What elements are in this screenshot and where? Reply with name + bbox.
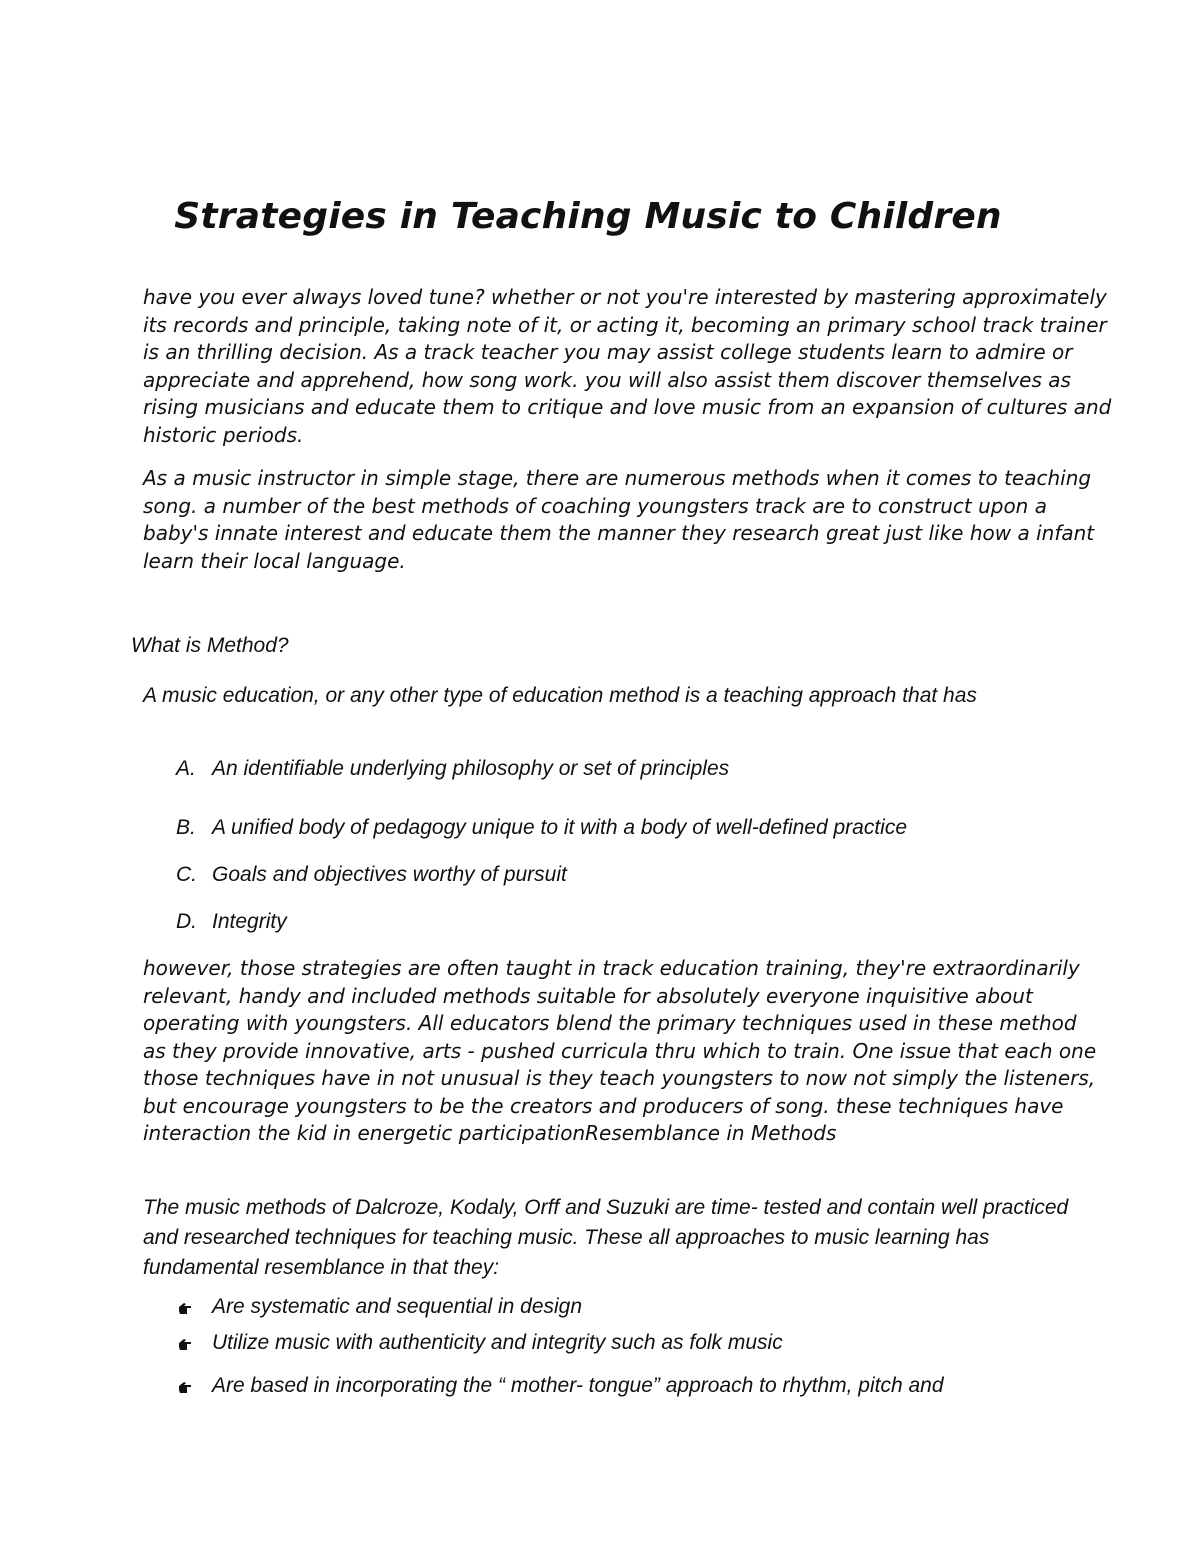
list-item-text: An identifiable underlying philosophy or set of principles (212, 757, 730, 780)
list-item-text: Integrity (212, 910, 287, 933)
section-heading: What is Method? (131, 634, 289, 657)
method-definition: A music education, or any other type of education method is a teaching approach that has (143, 684, 977, 707)
list-marker: C. (176, 863, 197, 886)
methods-paragraph: As a music instructor in simple stage, there are numerous methods when it comes to teaching song. a number of the best methods of coaching youngsters track are to construct upon a baby's innate interest and educate them the manner they research great just like how a infant learn their local language. (143, 466, 1095, 573)
intro-paragraph: have you ever always loved tune? whether or not you're interested by mastering approximately its records and principle, taking note of it, or acting it, becoming an primary school track trainer is an thrilling decision. As a track teacher you may assist college students learn to admire or appreciate and apprehend, how song work. you will also assist them discover themselves as rising musicians and educate them to critique and love music from an expansion of cultures and historic periods. (143, 285, 1112, 447)
list-item (176, 757, 729, 781)
resemblance-paragraph: The music methods of Dalcroze, Kodaly, Orff and Suzuki are time- tested and contain well practiced and researched techniques for teaching music. These all approaches to music learning has fundamental resemblance in that they: (143, 1196, 1069, 1279)
list-marker: D. (176, 910, 197, 933)
list-item (176, 816, 907, 840)
list-marker: B. (176, 816, 196, 839)
techniques-paragraph: however, those strategies are often taught in track education training, they're extraordinarily relevant, handy and included methods suitable for absolutely everyone inquisitive about operating with youngsters. All educators blend the primary techniques used in these method as they provide innovative, arts - pushed curricula thru which to train. One issue that each one those techniques have in not unusual is they teach youngsters to now not simply the listeners, but encourage youngsters to be the creators and producers of song. these techniques have interaction the kid in energetic participationResemblance in Methods (143, 956, 1097, 1145)
list-item-text: Goals and objectives worthy of pursuit (212, 863, 567, 886)
list-item (176, 863, 567, 887)
list-item-text: Are systematic and sequential in design (212, 1295, 583, 1318)
pointing-hand-icon (178, 1338, 192, 1351)
list-item-text: A unified body of pedagogy unique to it with a body of well-defined practice (212, 816, 908, 839)
list-item (176, 910, 287, 934)
list-item (178, 1295, 582, 1319)
pointing-hand-icon (178, 1381, 192, 1394)
list-item (178, 1331, 783, 1355)
pointing-hand-icon (178, 1302, 192, 1315)
document-title: Strategies in Teaching Music to Children (174, 196, 1002, 237)
list-item-text: Utilize music with authenticity and integrity such as folk music (212, 1331, 783, 1354)
list-item-text: Are based in incorporating the “ mother- tongue” approach to rhythm, pitch and (212, 1374, 944, 1397)
list-item (178, 1374, 944, 1398)
list-marker: A. (176, 757, 196, 780)
